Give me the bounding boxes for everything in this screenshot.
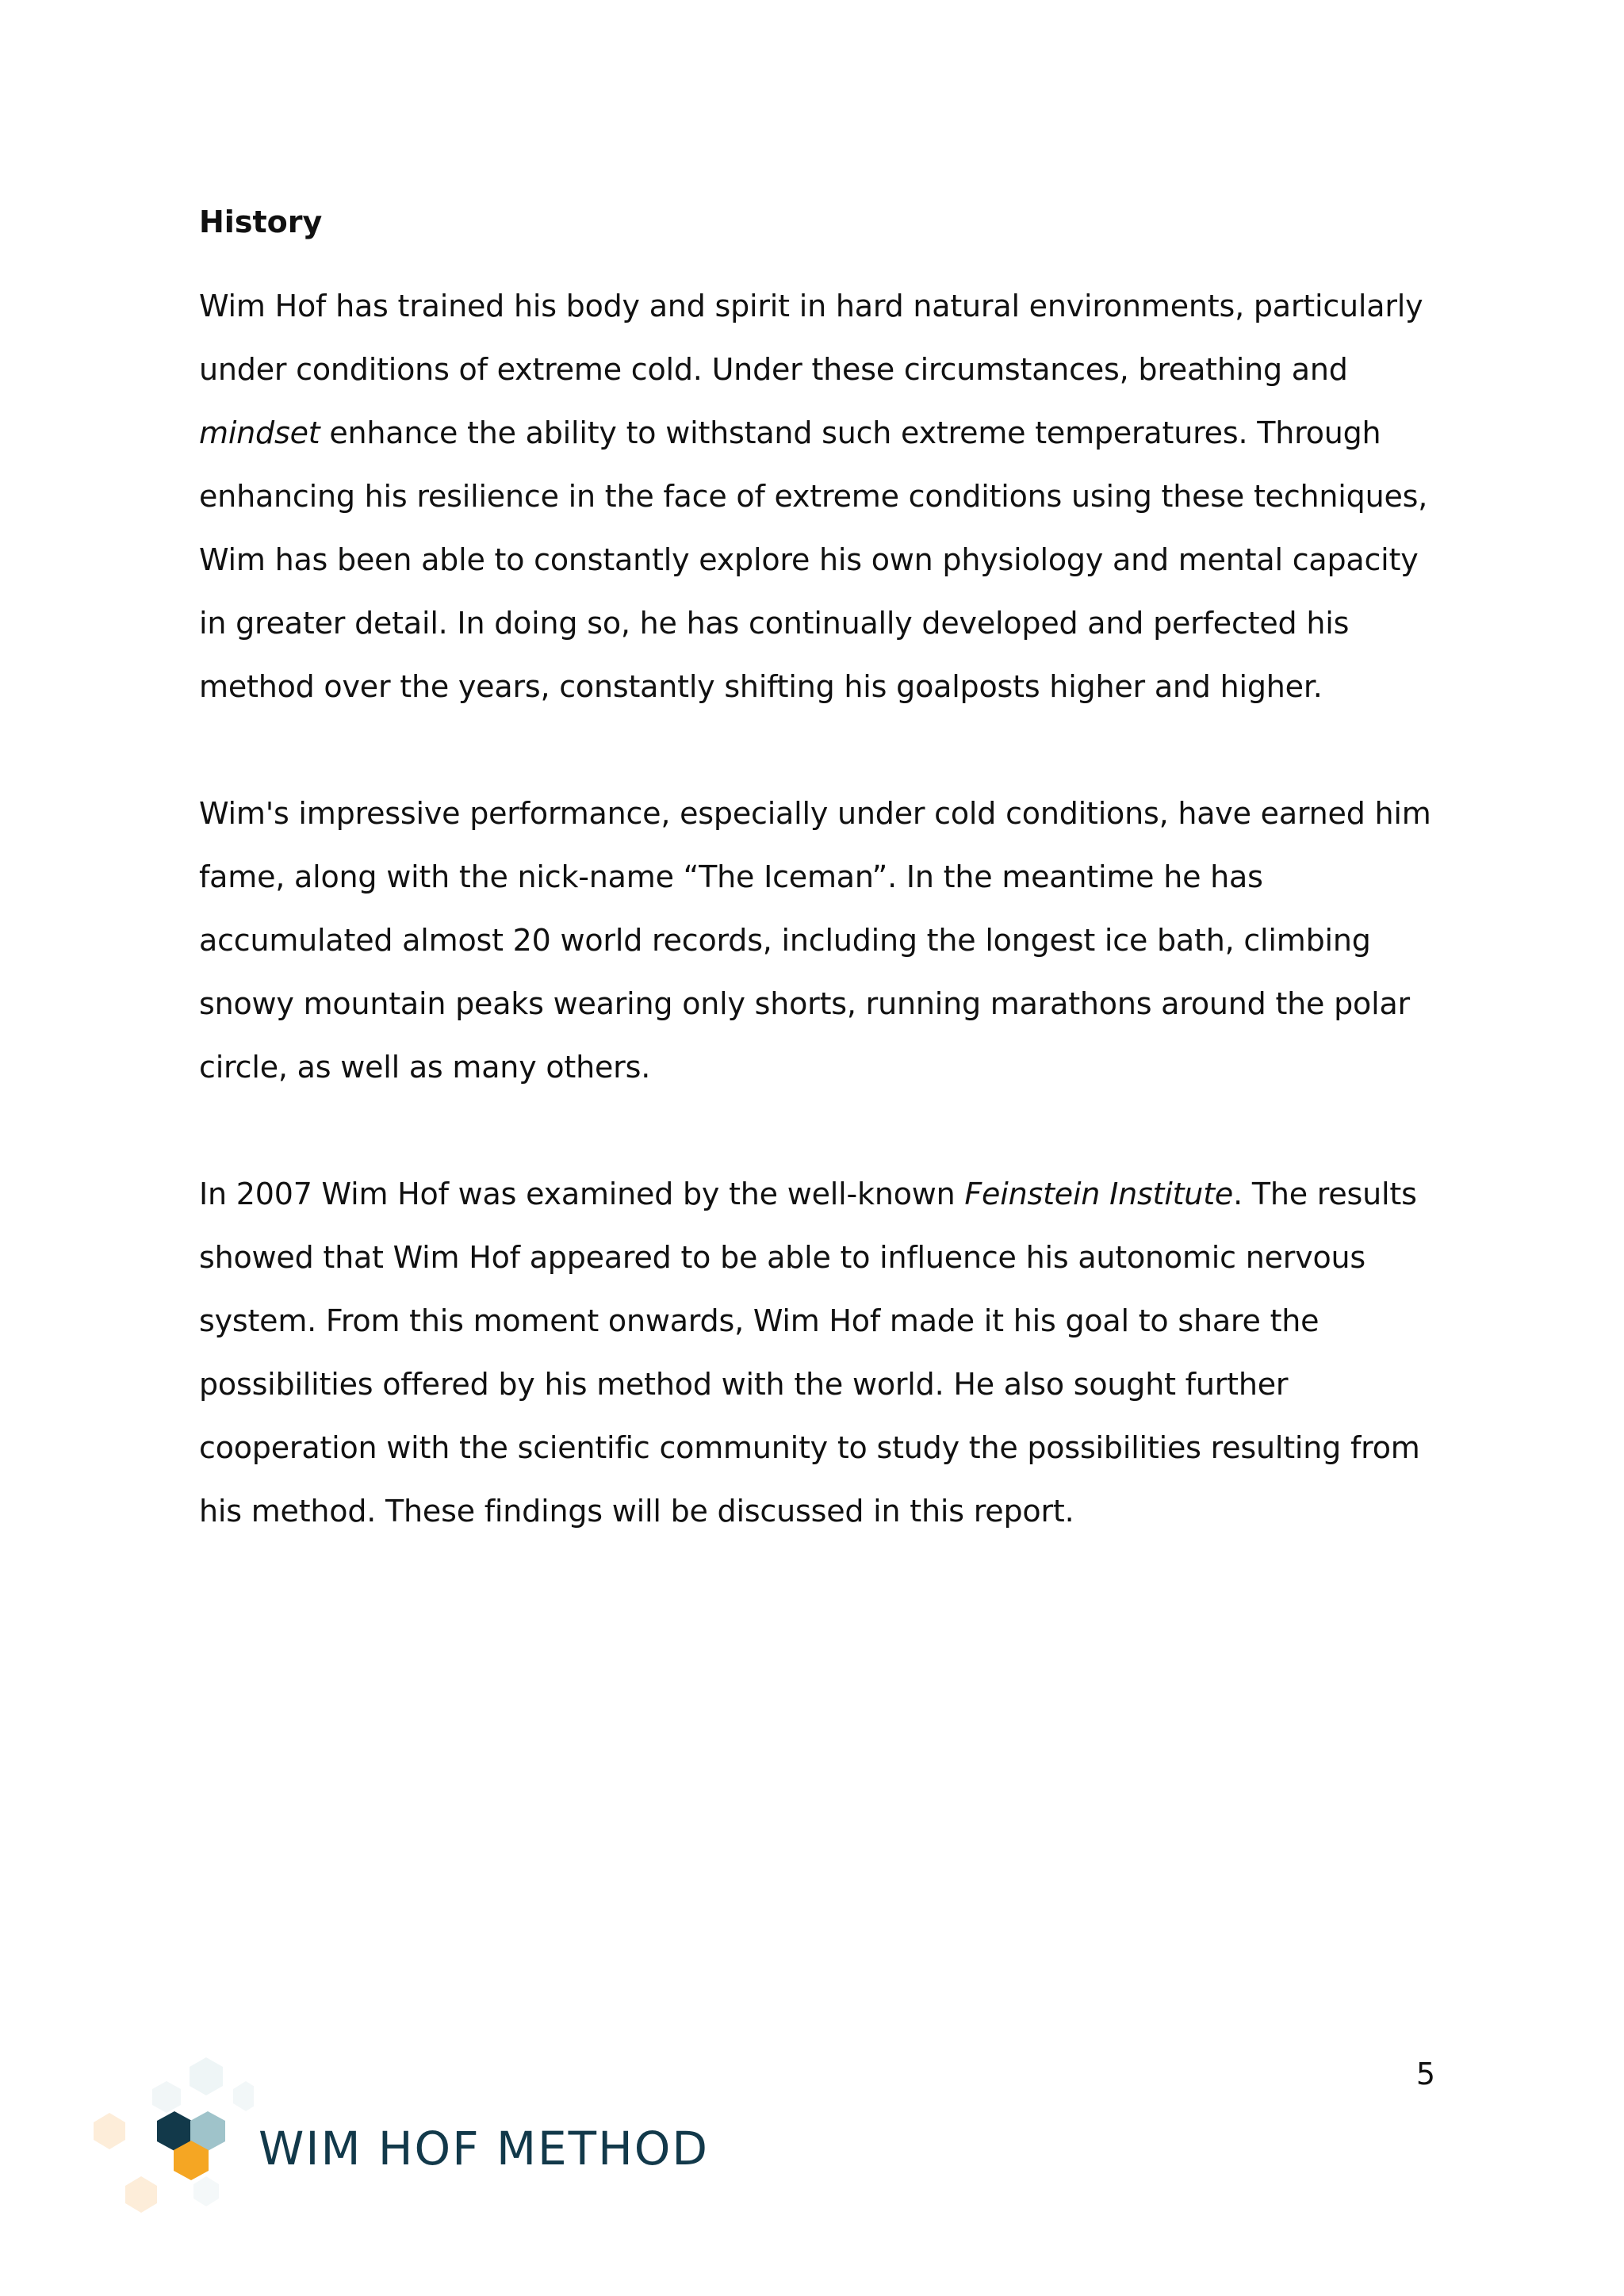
paragraph-1 xyxy=(199,274,1436,718)
paragraph-2 xyxy=(199,782,1436,1099)
paragraph-text: Wim's impressive performance, especially under cold conditions, have earned him fame, along with the nick-name “The Iceman”. In the meantime he has accumulated almost 20 world records, including the longest ice bath, climbing snowy mountain peaks wearing only shorts, running marathons around the polar circle, as well as many others. xyxy=(199,796,1431,1085)
paragraph-3 xyxy=(199,1162,1436,1543)
emphasis-text: Feinstein Institute xyxy=(964,1177,1234,1211)
hexagon-cluster-icon xyxy=(87,2057,254,2224)
logo-wordmark: WIM HOF METHOD xyxy=(259,2122,710,2175)
page-number: 5 xyxy=(1415,2057,1435,2091)
paragraph-text: . The results showed that Wim Hof appeared to be able to influence his autonomic nervous system. From this moment onwards, Wim Hof made it his goal to share the possibilities offered by his method with the world. He also sought further cooperation with the scientific community to study the possibilities resulting from his method. These findings will be discussed in this report. xyxy=(199,1177,1420,1529)
emphasis-text: mindset xyxy=(199,415,320,450)
page-content xyxy=(199,198,1436,1606)
paragraph-text: Wim Hof has trained his body and spirit in hard natural environments, particularly under conditions of extreme cold. Under these circumstances, breathing and xyxy=(199,289,1423,387)
paragraph-text: enhance the ability to withstand such extreme temperatures. Through enhancing his resilience in the face of extreme conditions using these techniques, Wim has been able to constantly explore his own physiology and mental capacity in greater detail. In doing so, he has continually developed and perfected his method over the years, constantly shifting his goalposts higher and higher. xyxy=(199,415,1428,704)
paragraph-text: In 2007 Wim Hof was examined by the well-known xyxy=(199,1177,965,1211)
section-heading: History xyxy=(199,205,323,239)
footer-logo xyxy=(87,2057,710,2224)
